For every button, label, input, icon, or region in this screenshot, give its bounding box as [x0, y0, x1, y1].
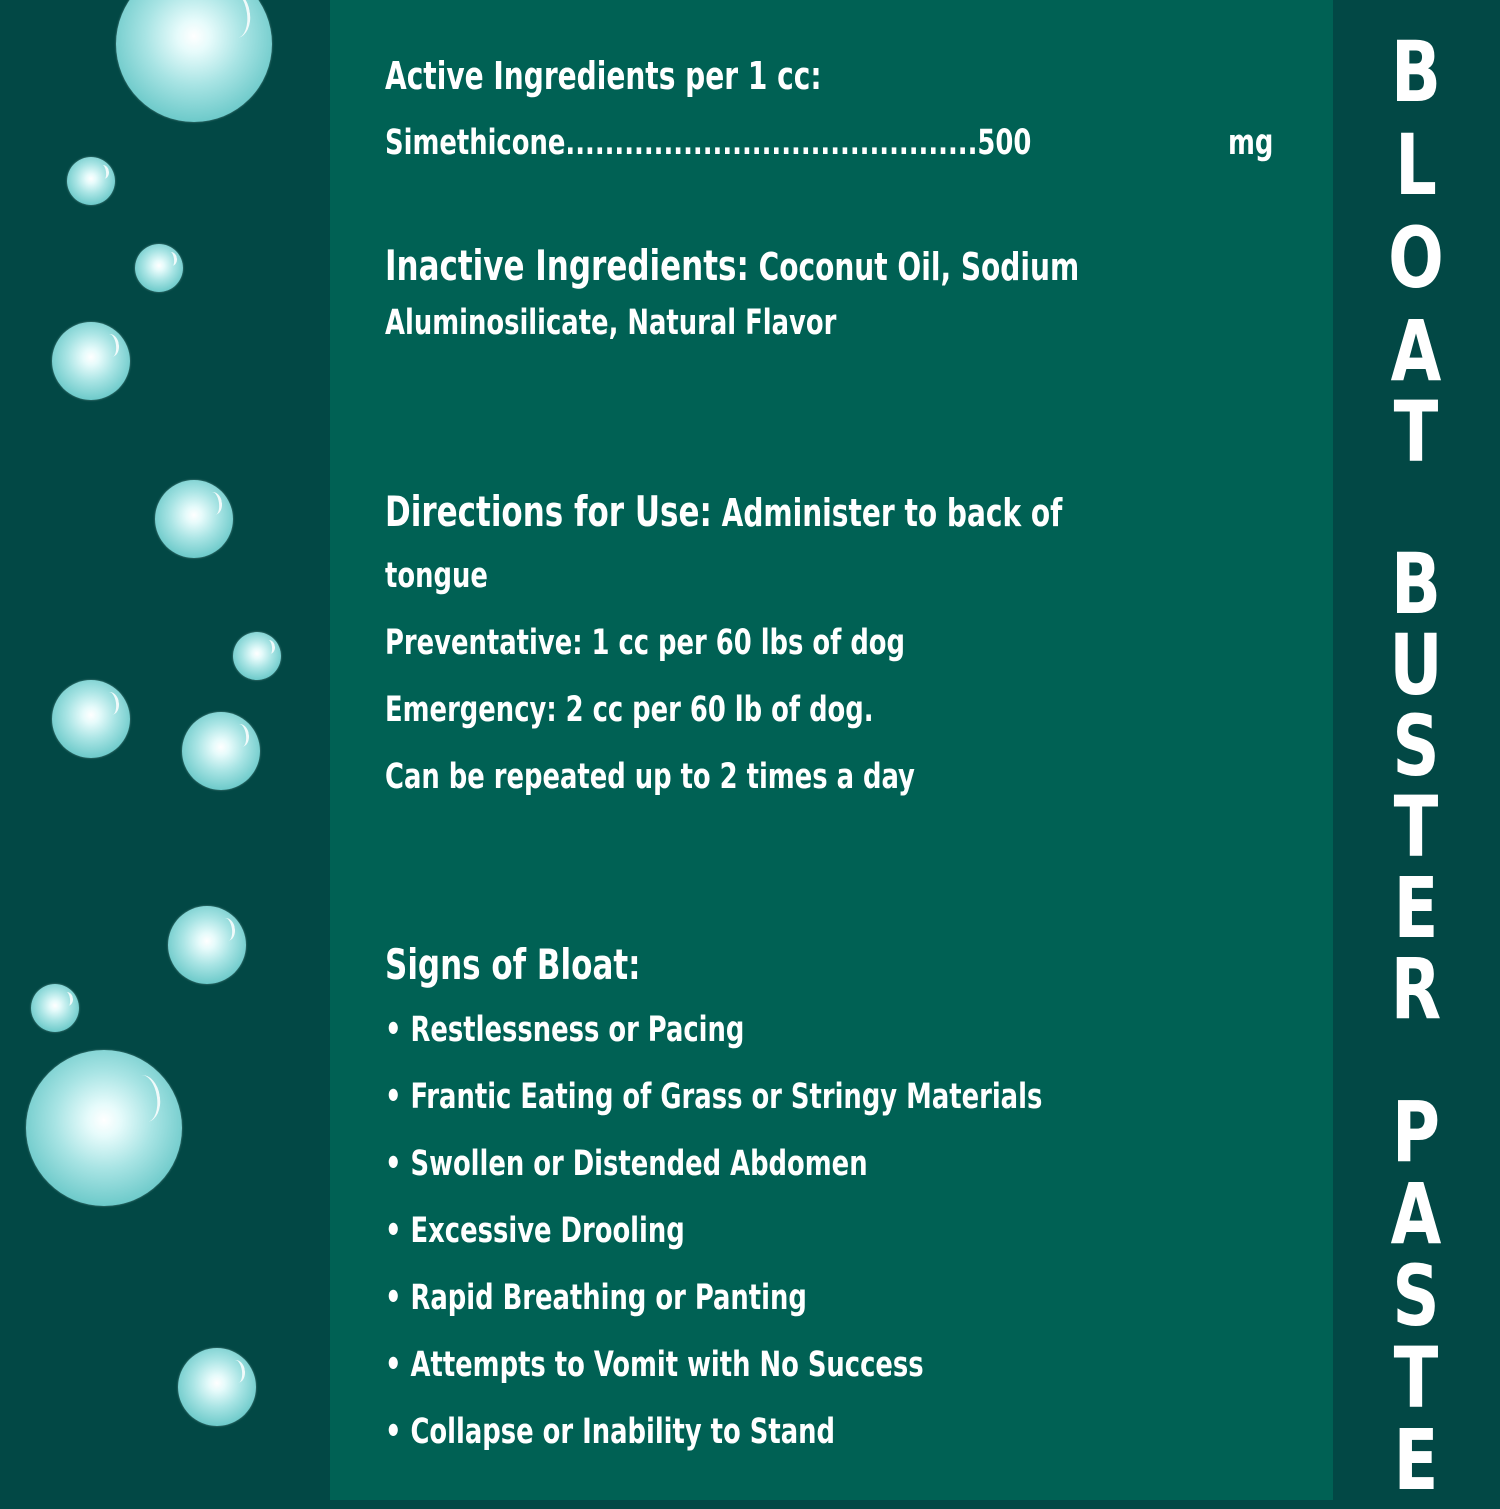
repeat-frequency: Can be repeated up to 2 times a day — [385, 757, 915, 797]
simethicone-line — [385, 123, 1031, 163]
inactive-ingredients-text-1: Coconut Oil, Sodium — [758, 245, 1080, 289]
dot-leader: .......................................... — [565, 123, 978, 163]
title-letter: E — [1393, 1411, 1439, 1509]
title-letter: B — [1391, 23, 1441, 121]
sign-item: • Frantic Eating of Grass or Stringy Materials — [385, 1077, 1043, 1117]
title-letter: P — [1391, 1083, 1441, 1181]
sign-item: • Swollen or Distended Abdomen — [385, 1144, 868, 1184]
sign-item: • Attempts to Vomit with No Success — [385, 1345, 924, 1385]
title-letter: S — [1392, 1247, 1440, 1345]
left-bubble-strip — [0, 0, 330, 1500]
bubble-decoration — [31, 984, 79, 1032]
bubble-decoration — [67, 157, 115, 205]
bubble-decoration — [182, 712, 260, 790]
sign-item: • Excessive Drooling — [385, 1211, 685, 1251]
inactive-ingredients-heading: Inactive Ingredients: — [385, 241, 749, 290]
sign-item: • Restlessness or Pacing — [385, 1010, 745, 1050]
bubble-decoration — [178, 1348, 256, 1426]
label-content-panel — [330, 0, 1333, 1500]
ingredient-amount: 500 — [977, 123, 1032, 163]
active-ingredients-heading: Active Ingredients per 1 cc: — [385, 54, 822, 98]
sign-item: • Rapid Breathing or Panting — [385, 1278, 807, 1318]
bubble-decoration — [233, 632, 281, 680]
title-letter: T — [1393, 383, 1439, 481]
directions-line-1 — [385, 487, 1062, 536]
ingredient-name: Simethicone — [385, 123, 566, 163]
inactive-ingredients-line-1 — [385, 241, 1079, 290]
title-letter: L — [1395, 116, 1437, 214]
bubble-decoration — [135, 244, 183, 292]
sign-item: • Collapse or Inability to Stand — [385, 1412, 835, 1452]
bubble-decoration — [26, 1050, 182, 1206]
directions-heading: Directions for Use: — [385, 487, 712, 536]
title-letter: R — [1390, 940, 1442, 1038]
title-letter: T — [1393, 1329, 1439, 1427]
emergency-dosage: Emergency: 2 cc per 60 lb of dog. — [385, 690, 874, 730]
bubble-decoration — [168, 906, 246, 984]
bubble-decoration — [155, 480, 233, 558]
title-letter: T — [1393, 778, 1439, 876]
title-letter: A — [1390, 302, 1442, 400]
title-letter: E — [1393, 859, 1439, 957]
title-letter: A — [1390, 1165, 1442, 1263]
directions-text-1: Administer to back of — [721, 491, 1063, 535]
preventative-dosage: Preventative: 1 cc per 60 lbs of dog — [385, 623, 906, 663]
title-letter: O — [1388, 209, 1444, 307]
bubble-decoration — [116, 0, 272, 122]
title-letter: U — [1389, 616, 1443, 714]
bubble-decoration — [52, 322, 130, 400]
title-letter: B — [1391, 535, 1441, 633]
signs-heading: Signs of Bloat: — [385, 940, 641, 989]
directions-text-2: tongue — [385, 556, 488, 596]
title-letter: S — [1392, 697, 1440, 795]
inactive-ingredients-text-2: Aluminosilicate, Natural Flavor — [385, 303, 837, 343]
ingredient-unit: mg — [1228, 123, 1274, 163]
bubble-decoration — [52, 680, 130, 758]
